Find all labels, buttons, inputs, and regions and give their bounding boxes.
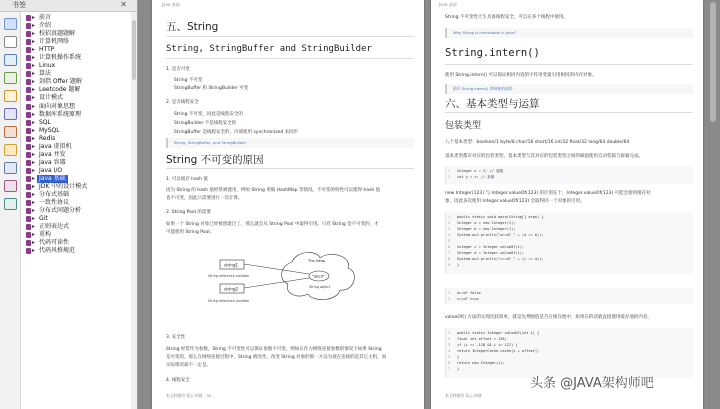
expand-icon[interactable]: ▸	[32, 46, 36, 54]
bookmark-label: Java 基础	[39, 174, 66, 182]
string-pool-diagram	[202, 248, 372, 310]
bookmark-item[interactable]	[22, 30, 137, 38]
bullet-text: StringBuffer 是线程安全的，内部使用 synchronized 来同步	[174, 130, 299, 135]
bullet-text: String 不可变，因此是线程安全的	[174, 112, 243, 117]
expand-icon[interactable]: ▸	[32, 215, 36, 223]
expand-icon[interactable]: ▸	[32, 231, 36, 239]
bookmark-icon	[26, 136, 31, 142]
document-page-right	[431, 0, 703, 409]
string-value: "abcd"	[312, 273, 325, 279]
bookmark-label: HTTP	[39, 46, 55, 54]
reference-link[interactable]: Why String is immutable in Java?	[453, 30, 516, 35]
section-heading-string: 五、String	[166, 21, 219, 33]
line-number: 6	[448, 361, 451, 365]
code-line: c==d? true	[457, 297, 479, 301]
expand-icon[interactable]: ▸	[32, 14, 36, 21]
bookmark-icon	[26, 240, 31, 246]
code-line: Integer a = new Integer(1);	[457, 221, 516, 225]
line-number: 7	[448, 251, 451, 255]
bookmark-item[interactable]	[22, 247, 137, 255]
line-number: 2	[448, 175, 451, 179]
paragraph: 象，因此多次使用 Integer.valueOf(123) 会取得同一个对象的引用。	[445, 199, 585, 204]
code-line: public static void main(String[] args) {	[457, 215, 544, 219]
expand-icon[interactable]: ▸	[32, 30, 36, 38]
expand-icon[interactable]: ▸	[32, 150, 36, 158]
divider	[445, 64, 693, 65]
paragraph: 实际情况却不一定是。	[166, 363, 211, 368]
reference-link[interactable]: String, StringBuffer, and StringBuilder	[174, 140, 247, 145]
code-line: Integer x = 2; // 装箱	[457, 169, 504, 173]
line-number: 1	[448, 331, 451, 335]
bookmark-label: 一致性协议	[39, 199, 70, 207]
code-line: if (i >= -128 && i <= 127) {	[457, 343, 518, 347]
bookmark-icon	[26, 31, 31, 37]
line-number: 3	[448, 343, 451, 347]
bookmark-item[interactable]	[22, 199, 137, 207]
bookmark-label: Java 虚拟机	[39, 142, 72, 150]
bookmark-icon	[26, 55, 31, 61]
code-line: final int offset = 128;	[457, 337, 507, 341]
bookmark-icon	[26, 208, 31, 214]
bookmark-item[interactable]	[22, 22, 137, 30]
point-title: 2. String Pool 的需要	[166, 210, 211, 215]
code-line: Integer c = Integer.valueOf(1);	[457, 245, 525, 249]
bookmark-icon	[26, 15, 31, 21]
page-footer: 本文档使用 看云 构建 - 32 -	[166, 393, 214, 398]
expand-icon[interactable]: ▸	[32, 247, 36, 255]
reference-variable-label: String reference variable	[208, 299, 249, 303]
search-icon[interactable]	[4, 108, 17, 120]
bookmark-label: Java I/O	[39, 166, 63, 174]
sidebar-title: 书签	[12, 1, 26, 9]
annotations-icon[interactable]	[4, 90, 17, 102]
bookmark-icon	[26, 87, 31, 93]
code-line: public static Integer valueOf(int i) {	[457, 331, 540, 335]
bookmark-label: 数据库系统原理	[39, 110, 82, 118]
expand-icon[interactable]: ▸	[32, 54, 36, 62]
sidebar-scroll-thumb[interactable]	[132, 20, 136, 80]
paragraph: 因为 String 的 hash 值经常被使用，例如 String 用做 HashMap 等情况。不可变的特性可以使得 hash 值	[166, 188, 381, 193]
code-block-output	[445, 288, 693, 304]
point-title: 4. 线程安全	[166, 378, 190, 383]
expand-icon[interactable]: ▸	[32, 38, 36, 46]
bookmark-label: 分布式问题分析	[39, 207, 82, 215]
code-line: System.out.println("a==b? " + (a == b));	[457, 233, 544, 237]
page-header: Java 基础	[439, 2, 457, 7]
link-icon[interactable]	[4, 126, 17, 138]
bookmark-icon	[26, 144, 31, 150]
bookmark-item[interactable]	[22, 167, 137, 175]
reference-note	[445, 84, 693, 94]
divider	[445, 112, 693, 113]
bookmark-item[interactable]	[22, 191, 137, 199]
paragraph: 使用 String.intern() 可以保证相同内容的字符串变量引用相同的内存对象。	[445, 73, 597, 78]
line-number: 1	[448, 169, 451, 173]
code-line: }	[457, 355, 460, 359]
paragraph: String 不可变性天生具备线程安全，可以在多个线程中使用。	[445, 15, 568, 20]
line-number: 7	[448, 367, 451, 371]
expand-icon[interactable]: ▸	[32, 134, 36, 142]
expand-icon[interactable]: ▸	[32, 78, 36, 86]
bullet-text: StringBuilder 不是线程安全的	[174, 121, 237, 126]
bookmark-label: 设计模式	[39, 94, 64, 102]
bookmark-label: SQL	[39, 118, 51, 126]
line-number: 1	[448, 215, 451, 219]
expand-icon[interactable]: ▸	[32, 158, 36, 166]
bookmark-icon	[26, 47, 31, 53]
code-block-valueof	[445, 328, 693, 378]
bookmark-icon	[26, 200, 31, 206]
heap-label: The Heap	[308, 259, 326, 263]
page-thumbnail-icon[interactable]	[4, 36, 17, 48]
bookmark-icon	[26, 152, 31, 158]
bookmark-label: MySQL	[39, 126, 60, 134]
bookmark-icon	[26, 160, 31, 166]
expand-icon[interactable]: ▸	[32, 94, 36, 102]
reference-note	[445, 28, 693, 38]
code-line: }	[457, 263, 460, 267]
paragraph: new Integer(123) 与 Integer.valueOf(123) 的区别在于，Integer.valueOf(123) 可能会使用缓存对	[445, 191, 651, 196]
expand-icon[interactable]: ▸	[32, 166, 36, 174]
bookmark-label: 算法	[39, 70, 52, 78]
bookmark-icon	[26, 95, 31, 101]
line-number: 8	[448, 257, 451, 261]
bookmark-panel-icon[interactable]	[4, 18, 17, 30]
bookmark-item[interactable]	[22, 94, 137, 102]
signature-icon[interactable]	[4, 162, 17, 174]
bookmark-label: 介绍	[39, 22, 52, 30]
bookmark-label: Linux	[39, 62, 56, 70]
bookmark-icon	[26, 232, 31, 238]
point-title: 1. 可以缓存 hash 值	[166, 177, 208, 182]
bookmark-label: JDK 中的设计模式	[39, 182, 88, 190]
point-title: 3. 安全性	[166, 335, 186, 340]
code-line: a==b? false	[457, 291, 481, 295]
bookmark-icon	[26, 168, 31, 174]
point-title: 1. 是否可变	[166, 67, 190, 72]
bullet-text: String 不可变	[174, 78, 203, 83]
sidebar-toolbar	[0, 12, 21, 409]
page-footer: 本文档使用 看云 构建	[445, 393, 482, 398]
bookmark-item[interactable]	[22, 135, 137, 143]
lock-icon[interactable]	[4, 144, 17, 156]
bookmark-label: 重构	[39, 231, 52, 239]
bookmark-label: 代码风格规范	[39, 247, 76, 255]
document-scroll-thumb[interactable]	[710, 2, 716, 122]
expand-icon[interactable]: ▸	[32, 118, 36, 126]
divider	[166, 36, 414, 37]
attachments-icon[interactable]	[4, 72, 17, 84]
bookmark-item[interactable]	[22, 151, 137, 159]
bookmark-icon	[26, 192, 31, 198]
bookmark-icon	[26, 39, 31, 45]
bookmark-icon	[26, 216, 31, 222]
code-line: return new Integer(i);	[457, 361, 505, 365]
line-number: 6	[448, 245, 451, 249]
section-heading-intern: String.intern()	[445, 47, 540, 59]
document-page-left	[152, 0, 424, 409]
reference-variable-label: String reference variable	[208, 274, 249, 278]
bookmark-item[interactable]	[22, 111, 137, 119]
section-heading-immutable: String 不可变的原因	[166, 154, 264, 166]
bookmark-item[interactable]	[22, 54, 137, 62]
code-block-compare	[445, 212, 693, 274]
code-line: int y = x; // 拆箱	[457, 175, 495, 179]
bookmark-sidebar	[0, 0, 138, 409]
bookmark-label: 剑指 Offer 题解	[39, 78, 82, 86]
expand-icon[interactable]: ▸	[32, 70, 36, 78]
bookmark-icon	[26, 112, 31, 118]
bookmark-item[interactable]	[22, 14, 137, 22]
paragraph: 如果一个 String 对象已经被创建过了，那么就会从 String Pool 中取得引用。只有 String 是不可变的，才	[166, 222, 379, 227]
bookmark-item[interactable]	[22, 38, 137, 46]
bookmark-item[interactable]	[22, 119, 137, 127]
code-line: return IntegerCache.cache[i + offset];	[457, 349, 540, 353]
paragraph: valueOf() 方法的实现比较简单，就是先判断值是否在缓存池中，如果在的话就直接使用缓存池的内容。	[445, 315, 652, 320]
bookmark-icon	[26, 71, 31, 77]
reference-note	[166, 138, 414, 148]
bookmark-icon	[26, 184, 31, 190]
bookmark-item[interactable]	[22, 127, 137, 135]
bookmark-item[interactable]	[22, 215, 137, 223]
expand-icon[interactable]: ▸	[32, 223, 36, 231]
bookmark-label: Git	[39, 215, 48, 223]
string1-label: string1	[224, 262, 239, 268]
line-number: 5	[448, 239, 451, 243]
bookmark-label: Leetcode 题解	[39, 86, 81, 94]
subheading-wrapper-types: 包装类型	[445, 121, 482, 131]
string2-label: string2	[224, 286, 239, 292]
line-number: 4	[448, 349, 451, 353]
code-block-boxing	[445, 166, 693, 184]
tag-icon[interactable]	[4, 198, 17, 210]
bookmark-item[interactable]	[22, 207, 137, 215]
bookmark-tree	[22, 14, 137, 255]
layers-icon[interactable]	[4, 54, 17, 66]
bookmark-icon	[26, 248, 31, 254]
line-number: 3	[448, 227, 451, 231]
expand-icon[interactable]: ▸	[32, 142, 36, 150]
bookmark-label: 代码可读性	[39, 239, 70, 247]
bookmark-icon	[26, 224, 31, 230]
expand-icon[interactable]: ▸	[32, 182, 36, 190]
bookmark-label: 计算机操作系统	[39, 54, 82, 62]
expand-icon[interactable]: ▸	[32, 62, 36, 70]
bookmark-icon	[26, 23, 31, 29]
code-line: Integer b = new Integer(1);	[457, 227, 516, 231]
bookmark-label: 前言	[39, 14, 52, 21]
bookmark-icon	[26, 120, 31, 126]
bookmark-label: Redis	[39, 134, 56, 142]
line-number: 9	[448, 263, 451, 267]
bookmark-label: 校招真题题解	[39, 30, 76, 38]
line-number: 4	[448, 233, 451, 237]
bookmark-label: 正则表达式	[39, 223, 70, 231]
expand-icon[interactable]: ▸	[32, 86, 36, 94]
bookmark-label: 面向对象思想	[39, 102, 76, 110]
divider	[166, 58, 414, 59]
bookmark-item[interactable]	[22, 183, 137, 191]
line-number: 5	[448, 355, 451, 359]
paragraph: 也不可变，因此只需要进行一次计算。	[166, 196, 243, 201]
paragraph: String 经常作为参数，String 不可变性可以保证参数不可变。例如在作为网络连接参数的情况下如果 String	[166, 347, 382, 352]
sidebar-scrollbar[interactable]	[131, 12, 137, 409]
close-icon[interactable]: ✕	[120, 0, 127, 9]
line-number: 2	[448, 337, 451, 341]
expand-icon[interactable]: ▸	[32, 207, 36, 215]
expand-icon[interactable]: ▸	[32, 191, 36, 199]
page-header: Java 基础	[162, 2, 180, 7]
expand-icon[interactable]: ▸	[32, 110, 36, 118]
paragraph: 是可变的，那么在网络连接过程中，String 被改变，改变 String 对象的那一方以为现在连接的是其它主机，而	[166, 355, 387, 360]
bookmark-label: 计算机网络	[39, 38, 70, 46]
expand-icon[interactable]: ▸	[32, 102, 36, 110]
bookmark-label: 分布式基础	[39, 191, 70, 199]
expand-icon[interactable]: ▸	[32, 126, 36, 134]
document-scrollbar[interactable]	[706, 0, 720, 409]
paragraph: 基本类型都有对应的包装类型，基本类型与其对应的包装类型之间的赋值使用自动装箱与拆箱完成。	[445, 154, 643, 159]
string-object-label: String object	[309, 285, 331, 289]
divider	[166, 168, 414, 169]
reference-link[interactable]: 揭开 String.intern() 那神秘的面纱	[453, 86, 513, 91]
line-number: 2	[448, 221, 451, 225]
expand-icon[interactable]: ▸	[32, 174, 36, 182]
bookmark-label: Java 并发	[39, 150, 66, 158]
subheading-string-buffer-builder: String, StringBuffer and StringBuilder	[166, 44, 372, 54]
bookmark-icon	[26, 63, 31, 69]
bookmark-item[interactable]	[22, 159, 137, 167]
section-heading-basic-types: 六、基本类型与运算	[445, 98, 540, 110]
paragraph: 八个基本类型：boolean/1 byte/8 char/16 short/16 int/32 float/32 long/64 double/64	[445, 140, 630, 145]
bookmark-icon	[26, 104, 31, 110]
paragraph: 可能使用 String Pool。	[166, 230, 215, 235]
code-line: }	[457, 367, 460, 371]
expand-icon[interactable]: ▸	[32, 22, 36, 30]
bookmark-item[interactable]	[22, 103, 137, 111]
line-number: 1	[448, 291, 451, 295]
bookmark-icon	[26, 79, 31, 85]
point-title: 2. 是否线程安全	[166, 100, 199, 105]
expand-icon[interactable]: ▸	[32, 199, 36, 207]
code-line: Integer d = Integer.valueOf(1);	[457, 251, 525, 255]
code-line: System.out.println("c==d? " + (c == d));	[457, 257, 544, 261]
line-number: 2	[448, 297, 451, 301]
bookmark-icon	[26, 128, 31, 134]
bookmark-item[interactable]	[22, 175, 137, 183]
sidebar-header	[0, 0, 137, 12]
bullet-text: StringBuffer 和 StringBuilder 可变	[174, 86, 249, 91]
stamp-icon[interactable]	[4, 180, 17, 192]
expand-icon[interactable]: ▸	[32, 239, 36, 247]
watermark: 头条 @JAVA架构师吧	[530, 376, 654, 391]
bookmark-label: Java 容器	[39, 158, 66, 166]
bookmark-item[interactable]	[22, 143, 137, 151]
bookmark-icon	[26, 176, 31, 182]
